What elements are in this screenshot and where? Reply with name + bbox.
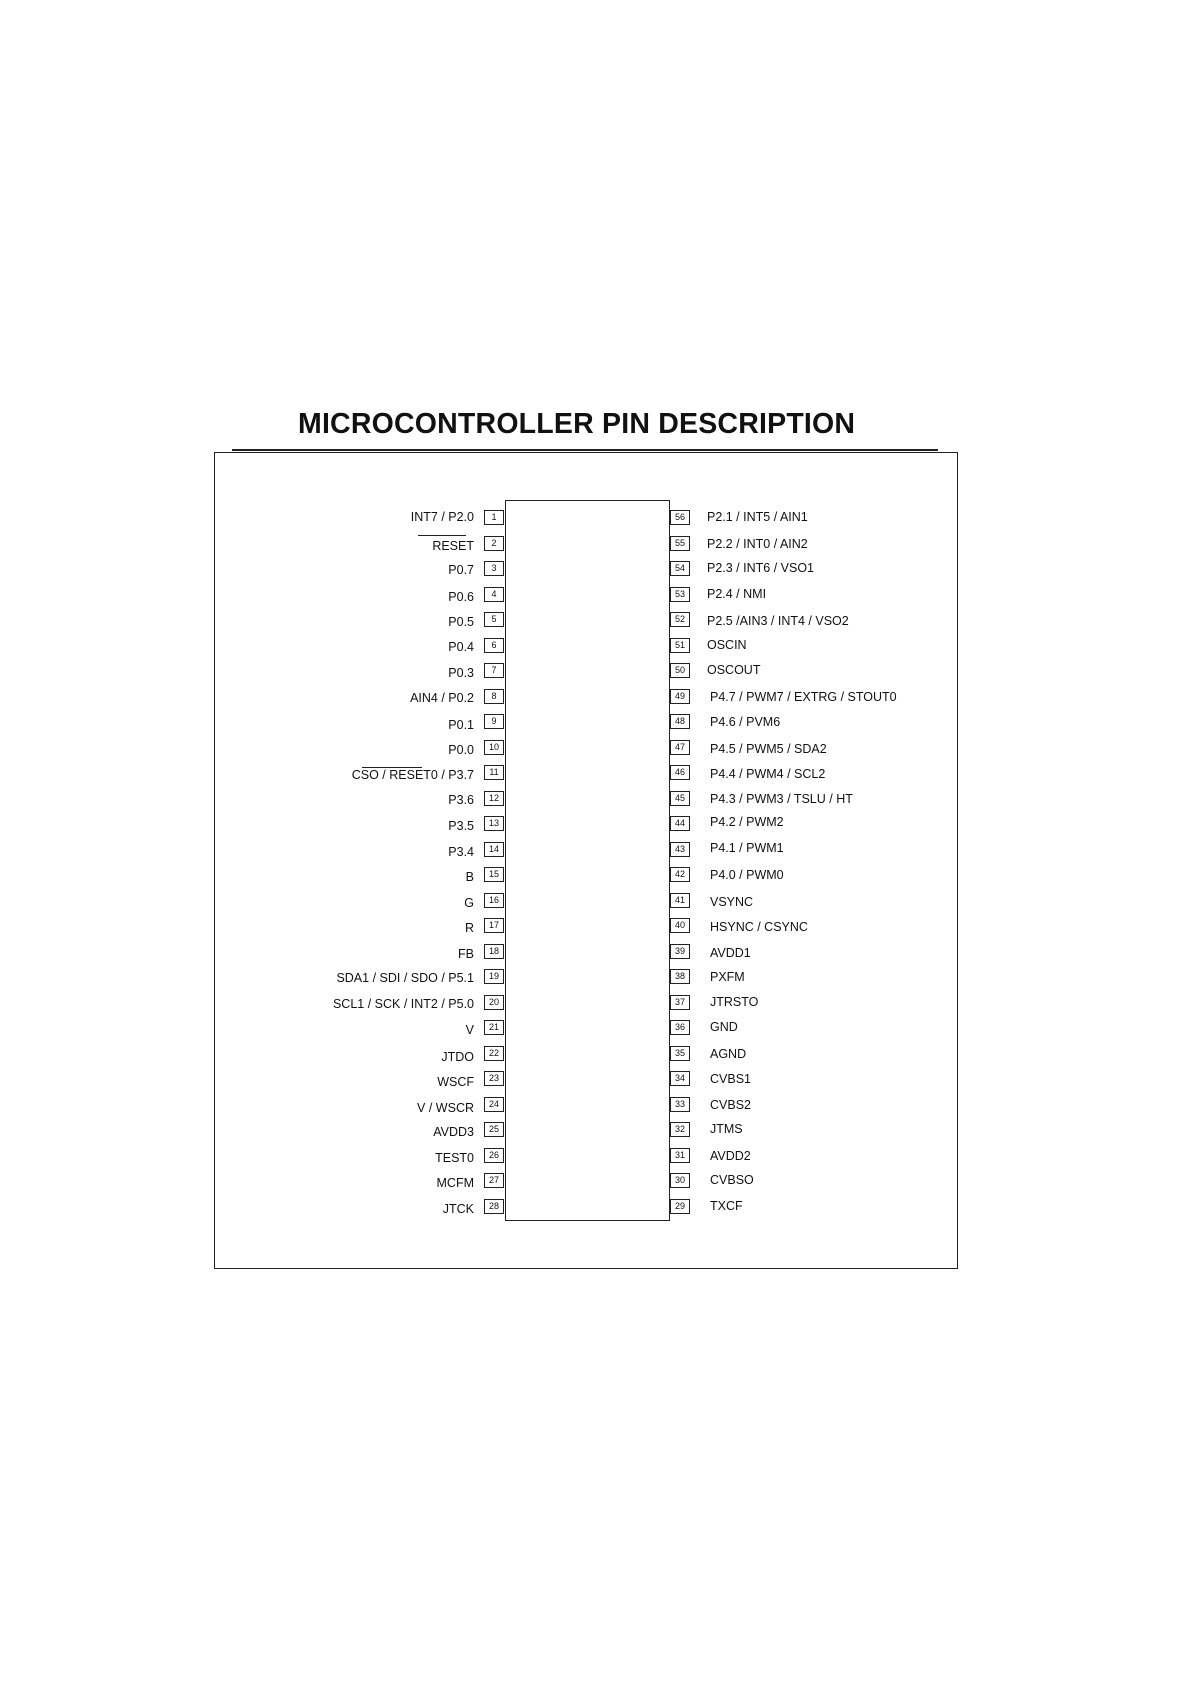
pin-number-box: 4 <box>484 587 504 602</box>
reset0-overbar <box>362 767 422 768</box>
pin-number-box: 44 <box>670 816 690 831</box>
pin-label: MCFM <box>436 1176 474 1190</box>
pin-number-box: 30 <box>670 1173 690 1188</box>
pin-number-box: 53 <box>670 587 690 602</box>
pin-label: V <box>465 1023 474 1037</box>
pin-label: P2.5 /AIN3 / INT4 / VSO2 <box>707 614 849 628</box>
pin-number-box: 56 <box>670 510 690 525</box>
pin-number-box: 29 <box>670 1199 690 1214</box>
pin-number-box: 52 <box>670 612 690 627</box>
pin-number-box: 50 <box>670 663 690 678</box>
pin-label: JTDO <box>441 1049 474 1064</box>
pin-label: G <box>464 895 474 910</box>
pin-number-box: 43 <box>670 842 690 857</box>
pin-label: P4.1 / PWM1 <box>710 840 784 855</box>
pin-number-box: 15 <box>484 867 504 882</box>
pin-label: P3.6 <box>448 792 474 807</box>
pin-number-box: 23 <box>484 1071 504 1086</box>
pin-number-box: 42 <box>670 867 690 882</box>
pin-label: GND <box>710 1020 738 1034</box>
pin-number-box: 55 <box>670 536 690 551</box>
pin-number-box: 20 <box>484 995 504 1010</box>
pin-number-box: 21 <box>484 1020 504 1035</box>
pin-number-box: 13 <box>484 816 504 831</box>
pin-number-box: 32 <box>670 1122 690 1137</box>
pin-label: AIN4 / P0.2 <box>410 690 474 705</box>
pin-number-box: 17 <box>484 918 504 933</box>
pin-number-box: 5 <box>484 612 504 627</box>
pin-number-box: 8 <box>484 689 504 704</box>
pin-label: RESET <box>432 538 474 553</box>
pin-label: CSO / RESET0 / P3.7 <box>351 768 474 782</box>
pin-number-box: 31 <box>670 1148 690 1163</box>
pin-label: P4.5 / PWM5 / SDA2 <box>710 741 827 756</box>
pin-label: P2.1 / INT5 / AIN1 <box>707 510 808 524</box>
title-underline <box>232 449 938 451</box>
pin-label: HSYNC / CSYNC <box>710 920 808 934</box>
pin-number-box: 33 <box>670 1097 690 1112</box>
page-title: MICROCONTROLLER PIN DESCRIPTION <box>298 408 856 440</box>
pin-label: SDA1 / SDI / SDO / P5.1 <box>336 971 474 985</box>
pin-number-box: 25 <box>484 1122 504 1137</box>
pin-label: P0.4 <box>448 639 474 654</box>
chip-body <box>505 500 670 1221</box>
pin-label: AVDD1 <box>710 945 751 960</box>
pin-label: P0.6 <box>448 589 474 604</box>
pin-label: P0.5 <box>448 615 474 629</box>
pin-number-box: 7 <box>484 663 504 678</box>
pin-number-box: 11 <box>484 765 504 780</box>
pin-label: AVDD2 <box>710 1148 751 1163</box>
pin-number-box: 9 <box>484 714 504 729</box>
pin-label: TEST0 <box>435 1150 474 1165</box>
pin-label: P0.3 <box>448 666 474 680</box>
pin-label: OSCOUT <box>707 663 761 677</box>
pin-label: TXCF <box>710 1198 743 1213</box>
reset-overbar <box>418 535 466 536</box>
pin-number-box: 39 <box>670 944 690 959</box>
pin-number-box: 46 <box>670 765 690 780</box>
pin-label: JTMS <box>710 1122 743 1136</box>
pin-label: R <box>464 921 474 935</box>
pin-label: P4.6 / PVM6 <box>710 715 781 729</box>
pin-label: INT7 / P2.0 <box>410 510 474 524</box>
pin-number-box: 10 <box>484 740 504 755</box>
pin-number-box: 26 <box>484 1148 504 1163</box>
pin-label: CVBS2 <box>710 1097 751 1112</box>
pin-label: P0.7 <box>448 563 474 577</box>
pin-label: JTCK <box>442 1201 474 1216</box>
pin-label: CVBSO <box>710 1173 754 1187</box>
pin-label: PXFM <box>710 970 745 984</box>
pin-label: P2.3 / INT6 / VSO1 <box>707 561 814 575</box>
pin-number-box: 6 <box>484 638 504 653</box>
pin-label: VSYNC <box>710 894 754 909</box>
pin-label: AVDD3 <box>433 1125 474 1139</box>
pin-label: FB <box>458 946 474 961</box>
pin-label: P2.2 / INT0 / AIN2 <box>707 536 808 551</box>
pin-label: SCL1 / SCK / INT2 / P5.0 <box>332 996 474 1011</box>
pin-number-box: 45 <box>670 791 690 806</box>
pin-label: P0.0 <box>448 742 474 757</box>
pin-number-box: 41 <box>670 893 690 908</box>
pin-label: P4.2 / PWM2 <box>710 815 784 829</box>
pin-number-box: 22 <box>484 1046 504 1061</box>
pin-number-box: 40 <box>670 918 690 933</box>
pin-number-box: 2 <box>484 536 504 551</box>
pin-number-box: 49 <box>670 689 690 704</box>
pin-label: P4.4 / PWM4 / SCL2 <box>710 767 826 781</box>
pin-label: AGND <box>710 1046 747 1061</box>
pin-number-box: 54 <box>670 561 690 576</box>
pin-number-box: 14 <box>484 842 504 857</box>
pin-label: P3.5 <box>448 819 474 833</box>
pin-label: P4.3 / PWM3 / TSLU / HT <box>710 791 853 806</box>
pin-number-box: 38 <box>670 969 690 984</box>
pin-number-box: 12 <box>484 791 504 806</box>
pin-number-box: 36 <box>670 1020 690 1035</box>
pin-number-box: 19 <box>484 969 504 984</box>
pin-number-box: 34 <box>670 1071 690 1086</box>
pin-label: CVBS1 <box>710 1072 751 1086</box>
pin-label: P4.0 / PWM0 <box>710 868 784 882</box>
pin-number-box: 18 <box>484 944 504 959</box>
pin-number-box: 37 <box>670 995 690 1010</box>
pin-label: JTRSTO <box>710 994 759 1009</box>
pin-number-box: 47 <box>670 740 690 755</box>
pin-number-box: 27 <box>484 1173 504 1188</box>
pin-number-box: 48 <box>670 714 690 729</box>
pin-number-box: 3 <box>484 561 504 576</box>
pin-label: V / WSCR <box>417 1100 474 1115</box>
pin-label: WSCF <box>437 1075 474 1089</box>
pin-number-box: 51 <box>670 638 690 653</box>
pin-label: P2.4 / NMI <box>707 586 767 601</box>
pin-label: P4.7 / PWM7 / EXTRG / STOUT0 <box>710 689 897 704</box>
pin-label: P0.1 <box>448 718 474 732</box>
pin-label: B <box>465 870 474 884</box>
pin-number-box: 35 <box>670 1046 690 1061</box>
pin-number-box: 28 <box>484 1199 504 1214</box>
pin-number-box: 24 <box>484 1097 504 1112</box>
pin-label: OSCIN <box>707 637 747 652</box>
pin-number-box: 1 <box>484 510 504 525</box>
pin-number-box: 16 <box>484 893 504 908</box>
pin-label: P3.4 <box>448 844 474 859</box>
